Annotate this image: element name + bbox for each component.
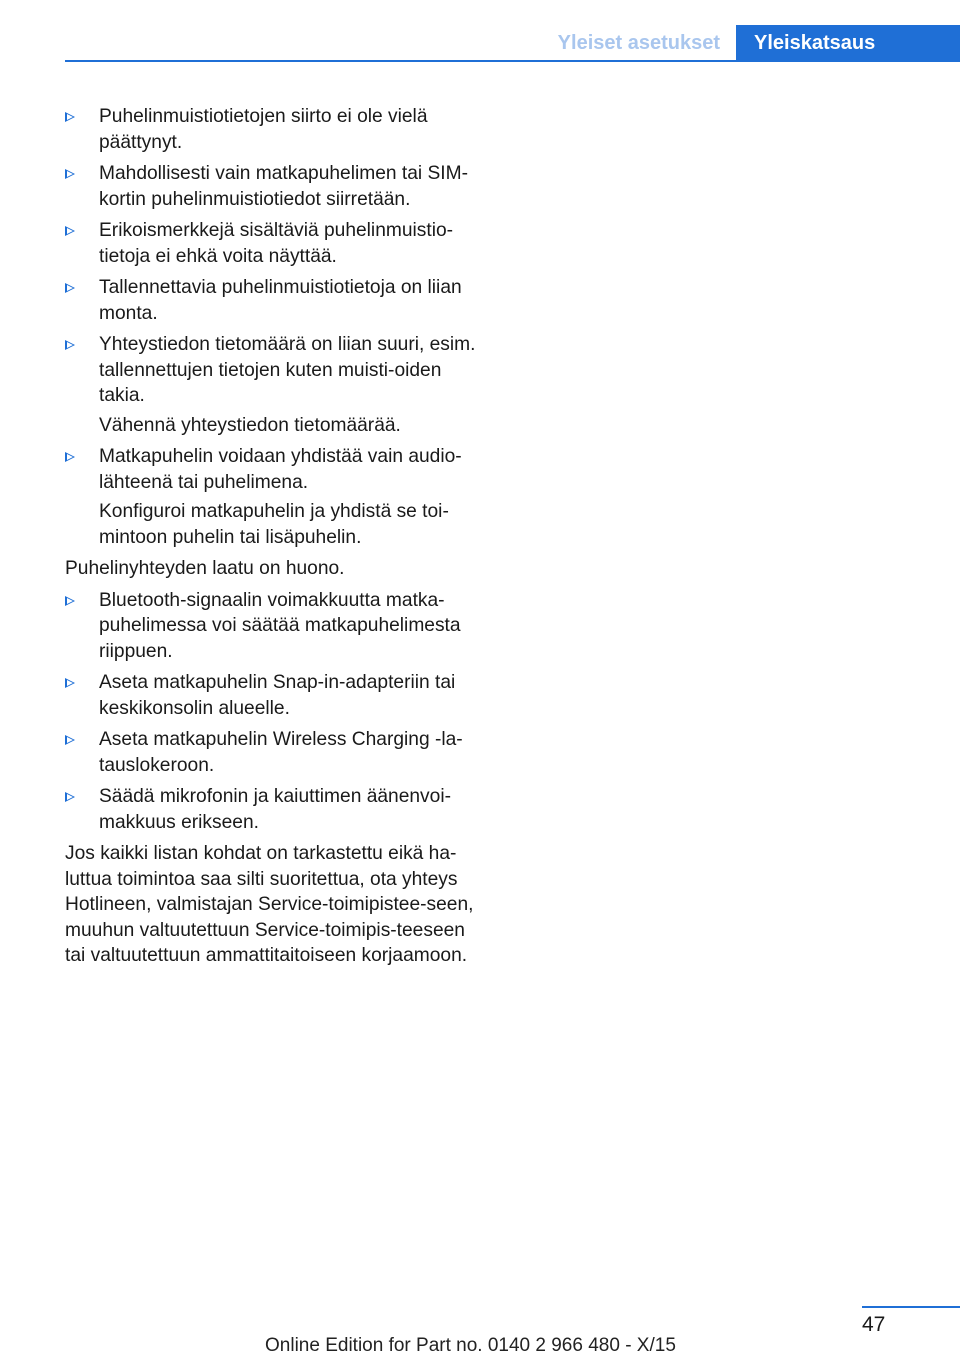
triangle-bullet-icon [65, 596, 75, 606]
triangle-bullet-icon [65, 735, 75, 745]
list-item [65, 104, 485, 155]
list-item [65, 444, 485, 495]
triangle-bullet-icon [65, 112, 75, 122]
section-heading: Puhelinyhteyden laatu on huono. [65, 558, 345, 579]
list-item-instruction: Konfiguroi matkapuhelin ja yhdistä se toi-mintoon puhelin tai lisäpuhelin. [99, 501, 449, 548]
list-item-text: Aseta matkapuhelin Wireless Charging -la-tauslokeroon. [99, 729, 463, 776]
list-item [65, 275, 485, 326]
triangle-bullet-icon [65, 340, 75, 350]
list-item-instruction: Vähennä yhteystiedon tietomäärää. [99, 414, 401, 436]
list-item-text: Mahdollisesti vain matkapuhelimen tai SIM-kortin puhelinmuistiotiedot siirretään. [99, 163, 468, 210]
list-item-text: Aseta matkapuhelin Snap-in-adapteriin tai keskikonsolin alueelle. [99, 672, 456, 719]
footer-divider [862, 1306, 960, 1308]
list-item [65, 670, 485, 721]
list-item [65, 218, 485, 269]
triangle-bullet-icon [65, 792, 75, 802]
list-item [65, 161, 485, 212]
closing-paragraph: Jos kaikki listan kohdat on tarkastettu eikä ha-luttua toimintoa saa silti suoritettua, ota yhteys Hotlineen, valmistajan Service-toimipistee-seen, muuhun valtuutettuun Service-toimipis-teeseen tai valtuutettuun ammattitaitoiseen korjaamoon. [65, 843, 474, 966]
page-body [65, 104, 485, 975]
list-item [65, 727, 485, 778]
list-item [65, 784, 485, 835]
triangle-bullet-icon [65, 283, 75, 293]
triangle-bullet-icon [65, 678, 75, 688]
edition-note: Online Edition for Part no. 0140 2 966 480 - X/15 [265, 1335, 676, 1356]
header-chapter-tab: Yleiskatsaus [736, 25, 960, 61]
list-item-text: Tallennettavia puhelinmuistiotietoja on liian monta. [99, 277, 462, 324]
list-item-text: Puhelinmuistiotietojen siirto ei ole vielä päättynyt. [99, 106, 428, 153]
list-item-text: Matkapuhelin voidaan yhdistää vain audio-lähteenä tai puhelimena. [99, 446, 462, 493]
page-number: 47 [862, 1313, 886, 1336]
list-item-text: Yhteystiedon tietomäärä on liian suuri, esim. tallennettujen tietojen kuten muisti-oiden takia. [99, 334, 476, 406]
list-item [65, 332, 485, 409]
list-item [65, 588, 485, 665]
triangle-bullet-icon [65, 169, 75, 179]
triangle-bullet-icon [65, 226, 75, 236]
list-item-text: Säädä mikrofonin ja kaiuttimen äänenvoi-makkuus erikseen. [99, 786, 451, 833]
header-divider [65, 60, 960, 62]
header-section-tab: Yleiset asetukset [557, 31, 720, 54]
list-item-text: Erikoismerkkejä sisältäviä puhelinmuistio-tietoja ei ehkä voita näyttää. [99, 220, 454, 267]
list-item-text: Bluetooth-signaalin voimakkuutta matka-puhelimessa voi säätää matkapuhelimesta riippuen. [99, 589, 461, 662]
triangle-bullet-icon [65, 452, 75, 462]
